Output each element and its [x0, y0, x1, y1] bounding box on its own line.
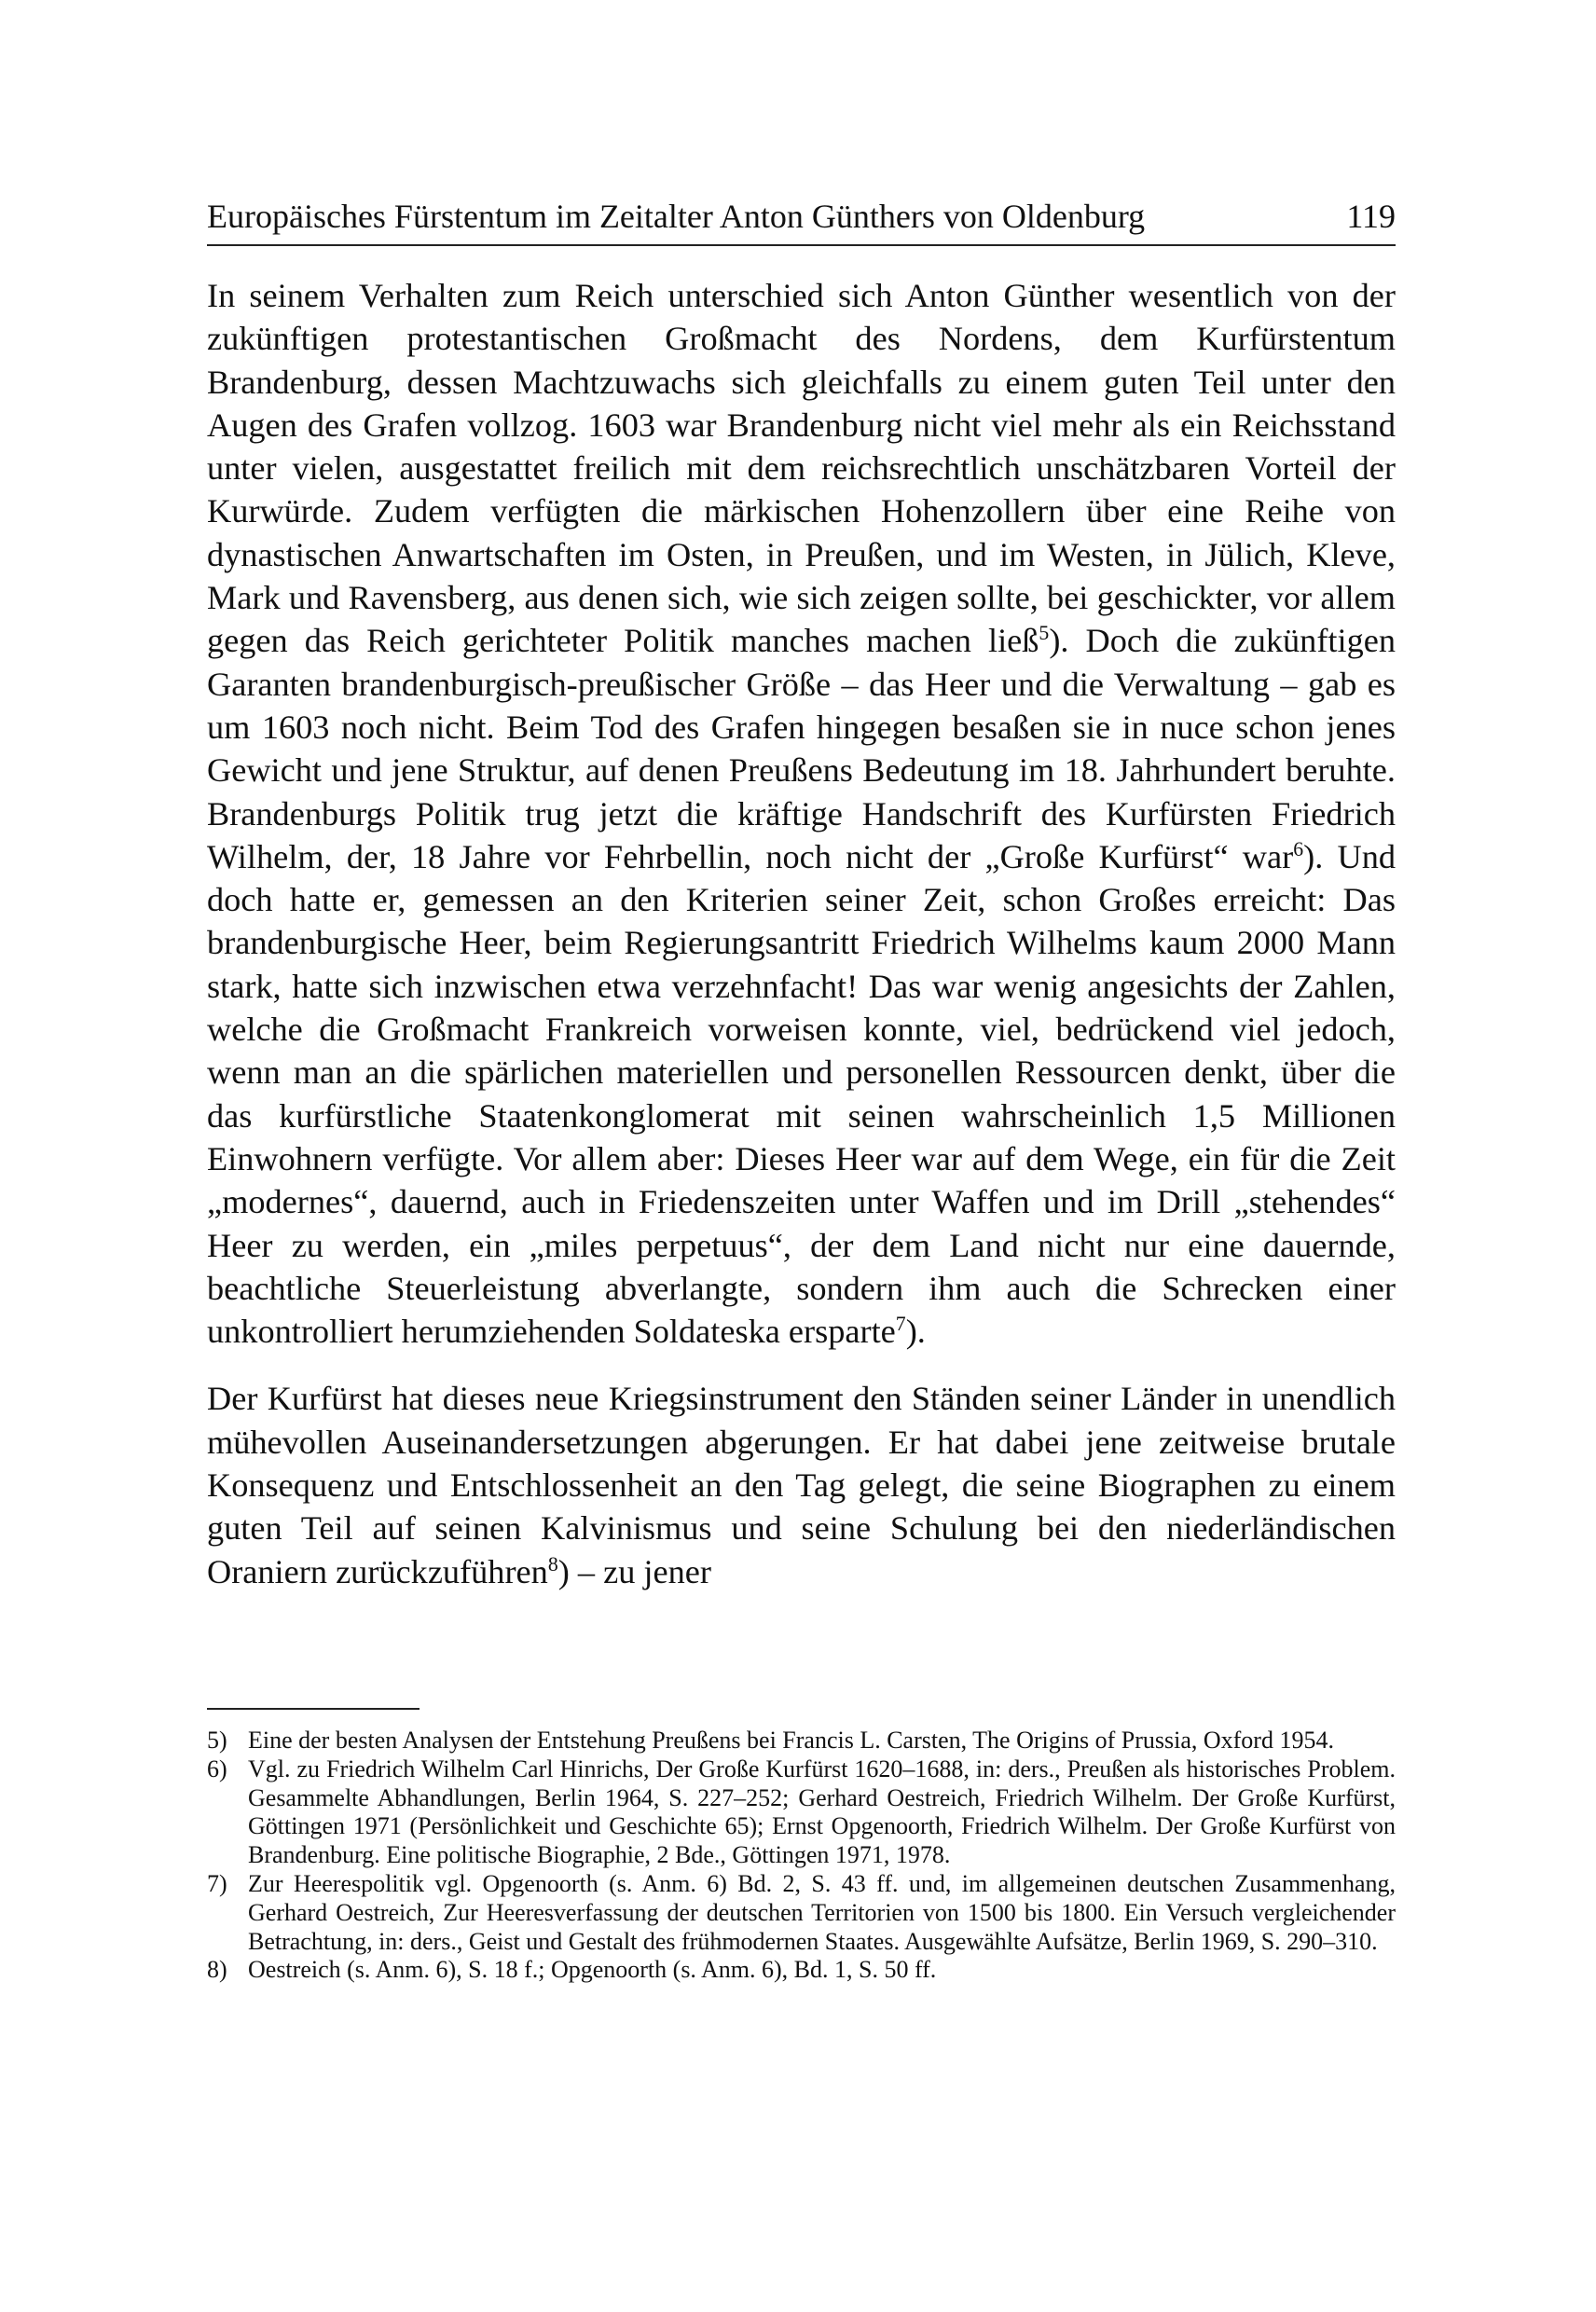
running-title: Europäisches Fürstentum im Zeitalter Anton Günthers von Oldenburg: [207, 198, 1146, 235]
footnote-ref-5: 5: [1039, 622, 1050, 645]
main-text: [207, 274, 1396, 1593]
footnote-8: [207, 1956, 1396, 1985]
footnote-number: 6): [207, 1755, 227, 1782]
paragraph-1: [207, 274, 1396, 1353]
footnote-number: 8): [207, 1956, 227, 1984]
footnote-text: Zur Heerespolitik vgl. Opgenoorth (s. Anm. 6) Bd. 2, S. 43 ff. und, im allgemeinen deutschen Zusammenhang, Gerhard Oestreich, Zur Heeresverfassung der deutschen Territorien von 1500 bis 1800. Ein Versuch vergleichender Betrachtung, in: ders., Geist und Gestalt des frühmodernen Staates. Ausgewählte Aufsätze, Berlin 1969, S. 290–310.: [248, 1869, 1396, 1955]
footnote-number: 7): [207, 1869, 227, 1897]
footnote-separator: [207, 1708, 420, 1710]
text-segment: ).: [905, 1313, 926, 1351]
text-segment: ) – zu jener: [557, 1552, 711, 1590]
text-segment: In seinem Verhalten zum Reich unterschied sich Anton Günther wesentlich von der zukünftigen protestantischen Großmacht des Nordens, dem Kurfürstentum Brandenburg, dessen Machtzuwachs sich gleichfalls zu einem guten Teil unter den Augen des Grafen vollzog. 1603 war Brandenburg nicht viel mehr als ein Reichsstand unter vielen, ausgestattet freilich mit dem reichsrechtlich unschätzbaren Vorteil der Kurwürde. Zudem verfügten die märkischen Hohenzollern über eine Reihe von dynastischen Anwartschaften im Osten, in Preußen, und im Westen, in Jülich, Kleve, Mark und Ravensberg, aus denen sich, wie sich zeigen sollte, bei geschickter, vor allem gegen das Reich gerichteter Politik manches machen ließ: [207, 277, 1396, 660]
footnote-text: Oestreich (s. Anm. 6), S. 18 f.; Opgenoorth (s. Anm. 6), Bd. 1, S. 50 ff.: [248, 1956, 937, 1984]
footnote-ref-6: 6: [1293, 837, 1304, 860]
text-segment: ). Und doch hatte er, gemessen an den Kriterien seiner Zeit, schon Großes erreicht: Das brandenburgische Heer, beim Regierungsantritt Friedrich Wilhelms kaum 2000 Mann stark, hatte sich inzwischen etwa verzehnfacht! Das war wenig angesichts der Zahlen, welche die Großmacht Frankreich vorweisen konnte, viel, bedrückend viel jedoch, wenn man an die spärlichen materiellen und personellen Ressourcen denkt, über die das kurfürstliche Staatenkonglomerat mit seinen wahrscheinlich 1,5 Millionen Einwohnern verfügte. Vor allem aber: Dieses Heer war auf dem Wege, ein für die Zeit „modernes“, dauernd, auch in Friedenszeiten unter Waffen und im Drill „stehendes“ Heer zu werden, ein „miles perpetuus“, der dem Land nicht nur eine dauernde, beachtliche Steuerleistung abverlangte, sondern ihm auch die Schrecken einer unkontrolliert herumziehenden Soldateska ersparte: [207, 837, 1396, 1351]
footnote-ref-8: 8: [547, 1552, 558, 1576]
footnote-7: [207, 1870, 1396, 1956]
footnote-text: Vgl. zu Friedrich Wilhelm Carl Hinrichs, Der Große Kurfürst 1620–1688, in: ders., Preußen als historisches Problem. Gesammelte Abhandlungen, Berlin 1964, S. 227–252; Gerhard Oestreich, Friedrich Wilhelm. Der Große Kurfürst, Göttingen 1971 (Persönlichkeit und Geschichte 65); Ernst Opgenoorth, Friedrich Wilhelm. Der Große Kurfürst von Brandenburg. Eine politische Biographie, 2 Bde., Göttingen 1971, 1978.: [248, 1755, 1396, 1869]
footnote-ref-7: 7: [895, 1313, 906, 1336]
text-segment: ). Doch die zukünftigen Garanten brandenburgisch-preußischer Größe – das Heer und die Verwaltung – gab es um 1603 noch nicht. Beim Tod des Grafen hingegen besaßen sie in nuce schon jenes Gewicht und jene Struktur, auf denen Preußens Bedeutung im 18. Jahrhundert beruhte. Brandenburgs Politik trug jetzt die kräftige Handschrift des Kurfürsten Friedrich Wilhelm, der, 18 Jahre vor Fehrbellin, noch nicht der „Große Kurfürst“ war: [207, 622, 1396, 875]
page-number: 119: [1346, 198, 1396, 235]
footnote-5: [207, 1727, 1396, 1755]
footnote-text: Eine der besten Analysen der Entstehung Preußens bei Francis L. Carsten, The Origins of Prussia, Oxford 1954.: [248, 1727, 1334, 1754]
footnotes: [207, 1727, 1396, 1985]
paragraph-2: [207, 1377, 1396, 1592]
footnote-number: 5): [207, 1727, 227, 1754]
running-header: [207, 186, 1396, 246]
text-segment: Der Kurfürst hat dieses neue Kriegsinstrument den Ständen seiner Länder in unendlich mühevollen Auseinandersetzungen abgerungen. Er hat dabei jene zeitweise brutale Konsequenz und Entschlossenheit an den Tag gelegt, die seine Biographen zu einem guten Teil auf seinen Kalvinismus und seine Schulung bei den niederländischen Oraniern zurückzuführen: [207, 1380, 1396, 1590]
footnote-6: [207, 1755, 1396, 1870]
